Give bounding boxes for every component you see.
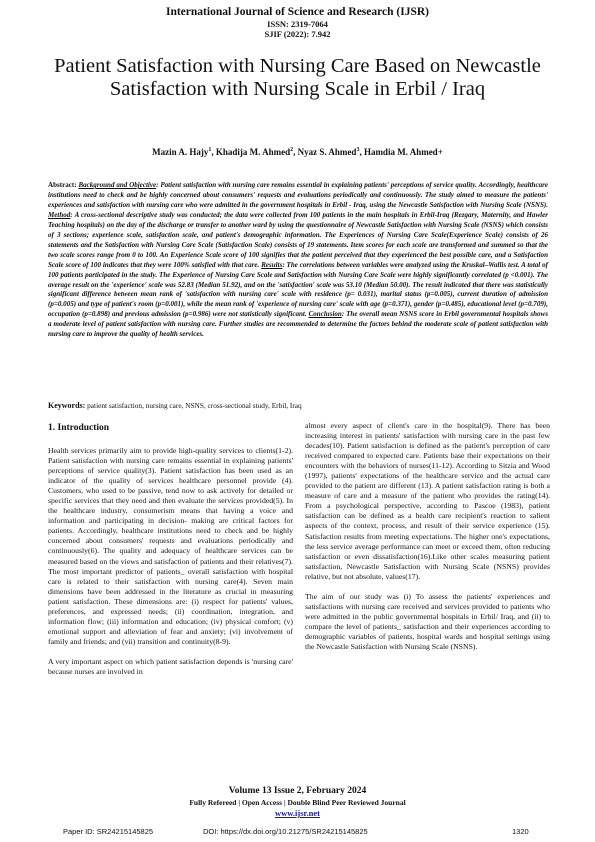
keywords-label: Keywords: (48, 401, 86, 410)
body-paragraph: The aim of our study was (i) To assess the patients' experiences and satisfactions with nursing care received and services provided to patients who were admitted in the public governmental hospitals in Erbil/ Iraq, and (ii) to compare the level of patients_ satisfaction and their experiences according to demographic variables of patients, hospital wards and hospital settings using the Newcastle Satisfaction with Nursing Scale (NSNS). (305, 591, 550, 651)
body-paragraph: Health services primarily aim to provide high-quality services to clients(1-2). Patient satisfaction with nursing care remains essential in explaining patients' perceptions of service quality(3). Patient satisfaction has been used as an indicator of the quality of services healthcare personnel provide (4). Customers, who used to be passive, tend now to ask actively for detailed or specific services that they need and then evaluate the services provided(5). In the healthcare industry, consumerism means that having a voice and information and participating in decision- making are critical factors for patients. Accordingly, healthcare institutions need to check and be highly concerned about consumers' requests and evaluations periodically and continuously(6). The quality and adequacy of healthcare services can be measured based on the views and satisfaction of patients and their relatives(7). The most important predictor of patients_ overall satisfaction with hospital care is related to their satisfaction with nursing care(4). Seven main dimensions have been addressed in the literature as crucial in measuring patient satisfaction. These dimensions are: (i) respect for patients' values, preferences, and expressed needs; (ii) coordination, integration, and information flow; (iii) information and education; (iv) physical comfort; (v) emotional support and alleviation of fear and anxiety; (vi) involvement of family and friends; and (vii) transition and continuity(8-9). (48, 446, 293, 646)
author-affiliation: 1 (208, 147, 212, 153)
abstract-background-label: Background and Objective (78, 181, 157, 189)
doi-link[interactable]: DOI: https://dx.doi.org/10.21275/SR24215145825 (203, 827, 368, 836)
volume-issue: Volume 13 Issue 2, February 2024 (228, 786, 367, 796)
author-separator: , (211, 147, 216, 157)
body-paragraph: A very important aspect on which patient satisfaction depends is 'nursing care' because nurses are involved in (48, 656, 293, 676)
footer-tagline: Fully Refereed | Open Access | Double Blind Peer Reviewed Journal (189, 798, 406, 807)
author-affiliation: 3 (356, 147, 360, 153)
abstract-conclusion-label: Conclusion (308, 310, 342, 319)
paper-id: Paper ID: SR24215145825 (63, 827, 154, 836)
journal-name: International Journal of Science and Research (IJSR) (165, 6, 429, 18)
keywords-text: patient satisfaction, nursing care, NSNS, cross-sectional study, Erbil, Iraq (85, 401, 302, 410)
right-column (305, 421, 550, 662)
keywords (48, 401, 548, 411)
author-list (0, 147, 595, 157)
abstract-conclusion-text: : The overall mean NSNS score in Erbil governmental hospitals shows a moderate level of patient satisfaction with nursing care. Further studies are recommended to determine the factors behind the moderate scale of patient satisfaction with nursing care to improve the quality of health services. (48, 310, 548, 339)
journal-header (0, 6, 595, 39)
author-name: Nyaz S. Ahmed (297, 147, 357, 157)
sjif: SJIF (2022): 7.942 (264, 29, 331, 39)
author-name: Hamdia M. Ahmed+ (363, 147, 443, 157)
paper-title: Patient Satisfaction with Nursing Care Based on Newcastle Satisfaction with Nursing Scale in Erbil / Iraq (54, 55, 541, 100)
page-number: 1320 (512, 827, 529, 836)
abstract-results-label: Results (261, 260, 283, 269)
page-meta (0, 827, 595, 839)
abstract-method-text: : A cross-sectional descriptive study was conducted; the data were collected from 100 patients in the main hospitals in Erbil-Iraq (Rezgary, Maternity, and Hawler Teaching hospitals) on the day of the discharge or transfer to another ward by using the questionnaire of Newcastle Satisfaction with Nursing Scale (NSNS) which consists of 3 sections; experience scale, satisfaction scale, and patient's demographic information. The Experiences of Nursing Care Scale(Experience Scale) consists of 26 statements and the Satisfaction with Nursing Care Scale (Satisfaction Scale) consists of 19 statements. Item scores for each scale are transformed and summed so that the two scale scores range from 0 to 100. An Experience Scale score of 100 signifies that the patient perceived that they experienced the best possible care, and a Satisfaction Scale score of 100 indicates that they were 100% satisfied with that care. (48, 210, 548, 269)
abstract (48, 181, 548, 340)
journal-link[interactable]: www.ijsr.net (274, 808, 321, 818)
abstract-background-text: : Patient satisfaction with nursing care remains essential in explaining patients' perceptions of service quality. Accordingly, healthcare institutions need to check and be highly concerned about consumers' requests and evaluations periodically and continuously. The study aimed to measure the patients' experiences and satisfaction with nursing care who were admitted in the government hospitals in Erbil - Iraq, using the Newcastle Satisfaction with Nursing Scale (NSNS). (48, 181, 548, 209)
author-name: Khadija M. Ahmed (215, 147, 291, 157)
section-heading-introduction: 1. Introduction (48, 423, 110, 433)
body-paragraph: almost every aspect of client's care in the hospital(9). There has been increasing interest in patients' satisfaction with nursing care in the past few decades(10). Patient satisfaction is defined as the patient's perception of care received compared to expected care. Patients base their expectations on their encounters with the behaviors of nurses(11-12). According to Sitzia and Wood (1997), patients' expectations of the healthcare service and the actual care provided to the patient are different (13). A patient satisfaction rating is both a measure of care and a measure of the patient who provides the rating(14). From a psychological perspective, according to Pascoe (1983), patient satisfaction can be defined as a health care recipient's reaction to salient aspects of the context, process, and result of their service experience (15). Satisfaction results from meeting expectations. The higher one's expectations, the less service average performance can meet or exceed them, often reducing satisfaction or even dissatisfaction(16).Like other scales measuring patient satisfaction, Newcastle Satisfaction with Nursing Scale (NSNS) provides relative, but not absolute, values(17). (305, 421, 550, 581)
author-separator: , (359, 147, 364, 157)
abstract-label: Abstract: (48, 181, 77, 189)
author-affiliation: 2 (290, 147, 294, 153)
author-name: Mazin A. Hajy (152, 147, 209, 157)
issn: ISSN: 2319-7064 (267, 19, 328, 29)
journal-footer (0, 785, 595, 819)
author-separator: , (293, 147, 298, 157)
abstract-results-text: : The correlations between variables were analyzed using the Kruskal–Wallis test. A total of 100 patients participated in the study. The Experience of Nursing Care Scale and Satisfaction with Nursing Care Scale were highly significantly correlated (p <0.001). The average result on the 'experience' scale was 52.83 (Median 51.92), and on the 'satisfaction' scale was 53.10 (Median 50.00). The result indicated that there was statistically significant difference between mean rank of 'satisfaction with nursing care' scale with residence (p= 0.031), marital status (p=0.005), current duration of admission (p=0.005) and type of patient's room (p=0.001), while the mean rank of 'experience of nursing care' scale with age (p=0.371), gender (p=0.485), educational level (p=0.709), occupation (p=0.898) and previous admission (p=0.986) were not statistically significant. (48, 260, 548, 319)
abstract-method-label: Method (48, 210, 71, 219)
left-column (48, 446, 293, 687)
